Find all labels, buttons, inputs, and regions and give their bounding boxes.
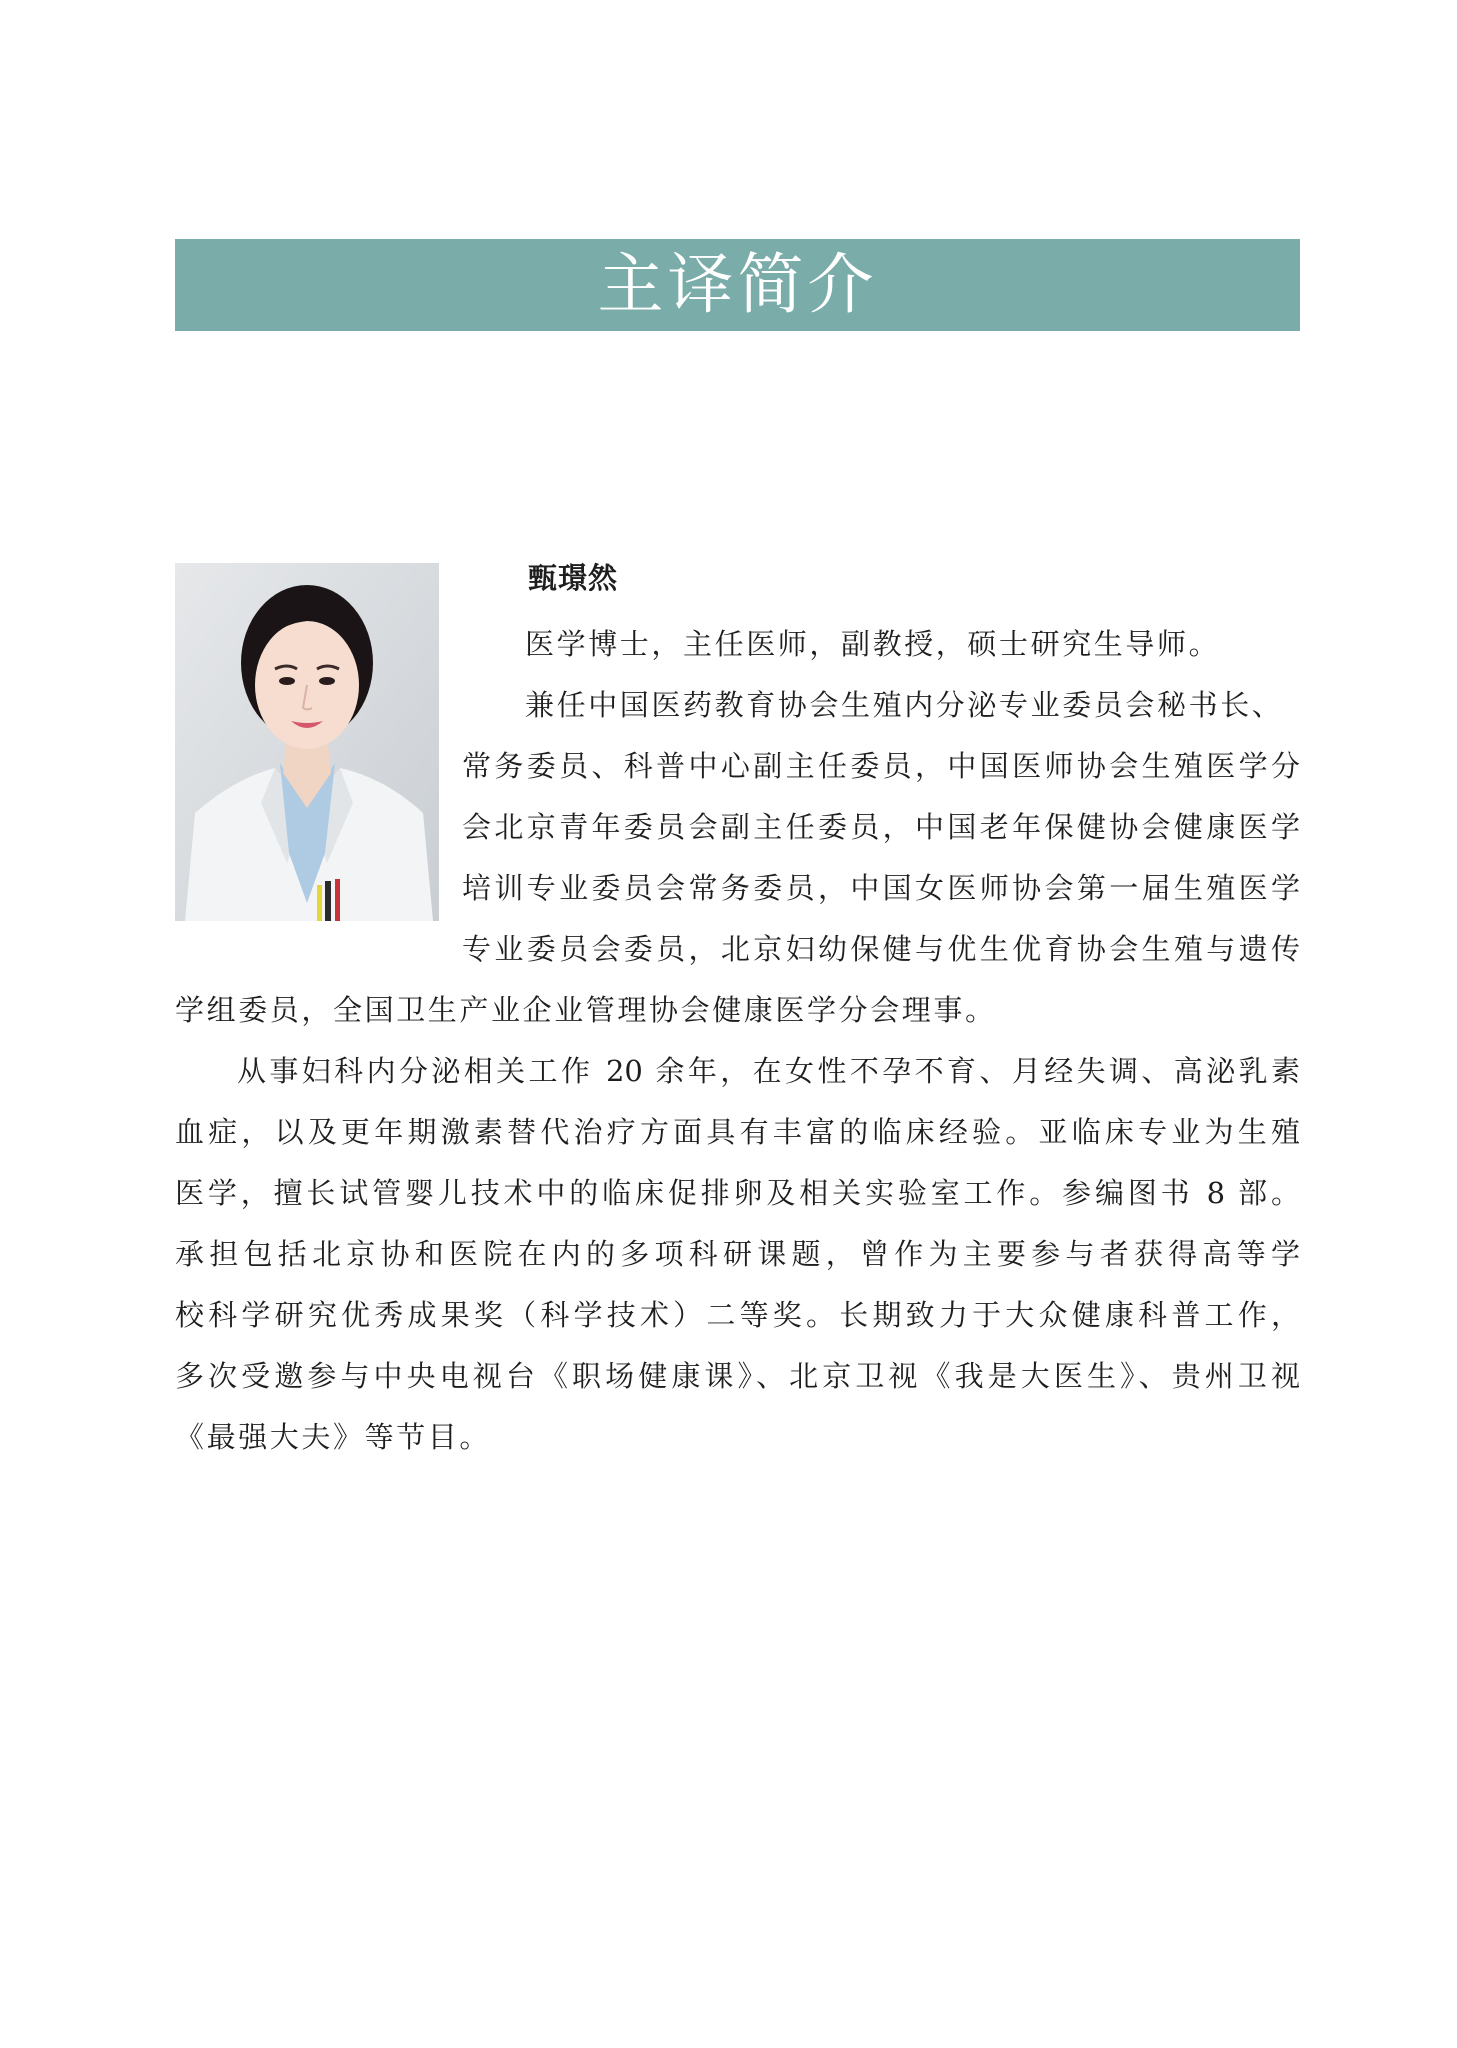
affiliation-line: 专业委员会委员，北京妇幼保健与优生优育协会生殖与遗传 bbox=[462, 932, 1300, 966]
affiliation-line: 培训专业委员会常务委员，中国女医师协会第一届生殖医学 bbox=[462, 871, 1300, 905]
portrait-photo-icon bbox=[175, 563, 439, 921]
experience-line: 医学，擅长试管婴儿技术中的临床促排卵及相关实验室工作。参编图书 8 部。 bbox=[175, 1176, 1300, 1210]
affiliation-line: 会北京青年委员会副主任委员，中国老年保健协会健康医学 bbox=[462, 810, 1300, 844]
affiliation-line: 常务委员、科普中心副主任委员，中国医师协会生殖医学分 bbox=[462, 749, 1300, 783]
page-title: 主译简介 bbox=[597, 246, 878, 323]
experience-line: 多次受邀参与中央电视台《职场健康课》、北京卫视《我是大医生》、贵州卫视 bbox=[175, 1359, 1300, 1393]
translator-name: 甄璟然 bbox=[528, 561, 619, 595]
intro-line: 医学博士，主任医师，副教授，硕士研究生导师。 bbox=[525, 627, 1221, 661]
experience-line: 校科学研究优秀成果奖（科学技术）二等奖。长期致力于大众健康科普工作， bbox=[175, 1298, 1300, 1332]
experience-line: 承担包括北京协和医院在内的多项科研课题，曾作为主要参与者获得高等学 bbox=[175, 1237, 1300, 1271]
experience-line: 血症，以及更年期激素替代治疗方面具有丰富的临床经验。亚临床专业为生殖 bbox=[175, 1115, 1300, 1149]
experience-line: 《最强大夫》等节目。 bbox=[175, 1420, 492, 1454]
title-banner bbox=[175, 239, 1300, 331]
affiliation-line: 兼任中国医药教育协会生殖内分泌专业委员会秘书长、 bbox=[525, 688, 1284, 722]
portrait-photo bbox=[175, 563, 439, 921]
affiliation-line: 学组委员，全国卫生产业企业管理协会健康医学分会理事。 bbox=[175, 993, 997, 1027]
experience-line: 从事妇科内分泌相关工作 20 余年，在女性不孕不育、月经失调、高泌乳素 bbox=[237, 1054, 1300, 1088]
